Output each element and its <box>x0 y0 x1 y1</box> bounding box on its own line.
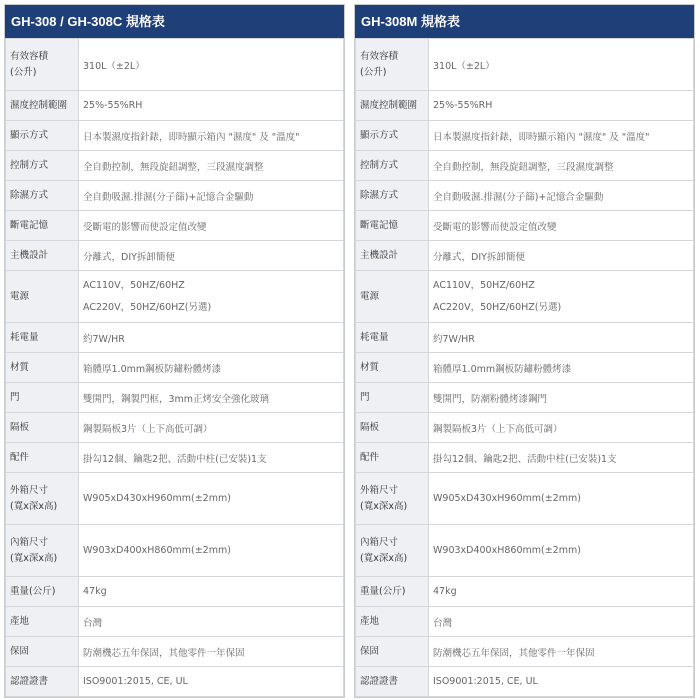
spec-value-line: 箱體厚1.0mm鋼板防鏽粉體烤漆 <box>83 363 222 375</box>
spec-label-line: (寬x深x高) <box>360 500 408 512</box>
spec-label-line: 電源 <box>360 290 380 302</box>
spec-value-line: 分離式，DIY拆卸簡便 <box>433 251 525 263</box>
spec-value <box>79 667 344 697</box>
spec-row <box>356 353 694 383</box>
spec-row <box>6 637 344 667</box>
spec-label <box>356 323 429 353</box>
spec-label-line: 門 <box>10 391 20 403</box>
spec-label-line: (寬x深x高) <box>10 500 58 512</box>
spec-value <box>79 607 344 637</box>
spec-value <box>79 323 344 353</box>
spec-value <box>79 211 344 241</box>
spec-value <box>429 323 694 353</box>
spec-label <box>356 525 429 577</box>
spec-label <box>6 211 79 241</box>
spec-label-line: 隔板 <box>360 421 380 433</box>
spec-value <box>429 181 694 211</box>
spec-value <box>79 271 344 323</box>
spec-label <box>356 473 429 525</box>
spec-value <box>79 443 344 473</box>
spec-value <box>79 181 344 211</box>
spec-row <box>356 181 694 211</box>
spec-label <box>356 211 429 241</box>
spec-label-line: 電源 <box>10 290 30 302</box>
spec-label <box>356 353 429 383</box>
spec-row <box>356 91 694 121</box>
spec-value-line: W903xD400xH860mm(±2mm) <box>83 545 231 556</box>
spec-row <box>6 271 344 323</box>
spec-row <box>356 443 694 473</box>
spec-value-line: ISO9001:2015, CE, UL <box>83 676 188 687</box>
spec-label-line: 耗電量 <box>10 331 39 343</box>
spec-value-line: ISO9001:2015, CE, UL <box>433 676 538 687</box>
spec-value <box>429 271 694 323</box>
spec-label <box>356 667 429 697</box>
spec-row <box>356 121 694 151</box>
spec-value <box>429 525 694 577</box>
spec-row <box>6 151 344 181</box>
spec-value-line: 分離式，DIY拆卸簡便 <box>83 251 175 263</box>
spec-label <box>6 383 79 413</box>
spec-label <box>6 667 79 697</box>
spec-label-line: 主機設計 <box>360 249 399 261</box>
spec-value-line: 47kg <box>433 586 457 597</box>
spec-value <box>429 607 694 637</box>
spec-value-line: W905xD430xH960mm(±2mm) <box>83 493 231 504</box>
spec-label <box>6 637 79 667</box>
spec-row <box>356 637 694 667</box>
spec-label <box>6 181 79 211</box>
spec-row <box>6 91 344 121</box>
spec-label-line: 材質 <box>360 361 380 373</box>
spec-label-line: 認證證書 <box>360 675 399 687</box>
spec-label <box>356 241 429 271</box>
spec-label <box>356 607 429 637</box>
spec-value-line: AC110V，50HZ/60HZ <box>83 279 185 291</box>
spec-label <box>356 637 429 667</box>
spec-value-line: 310L（±2L） <box>433 60 495 72</box>
spec-label <box>356 39 429 91</box>
spec-value-line: 日本製濕度指針錶，即時顯示箱內 "濕度" 及 "溫度" <box>433 131 650 143</box>
spec-label <box>6 525 79 577</box>
spec-label-line: 門 <box>360 391 370 403</box>
spec-value-line: 全自動吸濕.排濕(分子篩)+記憶合金驅動 <box>433 191 604 203</box>
spec-value <box>79 121 344 151</box>
spec-value-line: 全自動控制，無段旋鈕調整，三段濕度調整 <box>83 161 264 173</box>
spec-row <box>356 211 694 241</box>
spec-table <box>5 38 344 697</box>
spec-value <box>429 473 694 525</box>
spec-label-line: 重量(公斤) <box>10 585 56 597</box>
spec-label-line: 顯示方式 <box>10 129 49 141</box>
spec-label-line: 除濕方式 <box>360 189 399 201</box>
spec-value <box>429 151 694 181</box>
spec-label <box>6 353 79 383</box>
spec-row <box>6 121 344 151</box>
spec-label-line: 材質 <box>10 361 30 373</box>
spec-row <box>6 607 344 637</box>
spec-row <box>356 667 694 697</box>
spec-label-line: (寬x深x高) <box>360 552 408 564</box>
spec-label-line: 外箱尺寸 <box>360 484 399 496</box>
spec-value-line: 47kg <box>83 586 107 597</box>
spec-label-line: 內箱尺寸 <box>10 536 49 548</box>
spec-row <box>356 241 694 271</box>
spec-label <box>6 607 79 637</box>
spec-value-line: 全自動吸濕.排濕(分子篩)+記憶合金驅動 <box>83 191 254 203</box>
spec-label-line: 濕度控制範圍 <box>10 99 68 111</box>
spec-value-line: W905xD430xH960mm(±2mm) <box>433 493 581 504</box>
spec-value-line: 台灣 <box>433 617 453 629</box>
spec-label-line: (寬x深x高) <box>10 552 58 564</box>
spec-label <box>6 241 79 271</box>
spec-row <box>356 577 694 607</box>
spec-label <box>6 473 79 525</box>
spec-row <box>6 39 344 91</box>
spec-label-line: (公升) <box>360 66 387 78</box>
spec-label <box>356 577 429 607</box>
spec-label <box>6 413 79 443</box>
spec-value-line: AC220V，50HZ/60HZ(另選) <box>433 301 562 313</box>
spec-value-line: 掛勾12個、鑰匙2把、活動中柱(已安裝)1支 <box>83 453 267 465</box>
spec-label-line: 配件 <box>10 451 30 463</box>
spec-row <box>6 353 344 383</box>
spec-value <box>79 353 344 383</box>
spec-value <box>429 353 694 383</box>
spec-label-line: 外箱尺寸 <box>10 484 49 496</box>
spec-label <box>6 121 79 151</box>
spec-value-line: 約7W/HR <box>83 333 125 345</box>
spec-label-line: 保固 <box>10 645 30 657</box>
spec-label <box>356 151 429 181</box>
spec-label <box>6 323 79 353</box>
spec-value <box>79 525 344 577</box>
spec-label <box>356 271 429 323</box>
spec-value-line: AC220V，50HZ/60HZ(另選) <box>83 301 212 313</box>
spec-row <box>6 443 344 473</box>
spec-value-line: 日本製濕度指針錶，即時顯示箱內 "濕度" 及 "溫度" <box>83 131 300 143</box>
spec-panel-gh308-gh308c <box>4 4 345 698</box>
spec-row <box>6 577 344 607</box>
spec-row <box>356 323 694 353</box>
spec-value <box>79 241 344 271</box>
spec-row <box>6 241 344 271</box>
spec-label <box>6 151 79 181</box>
spec-label <box>356 443 429 473</box>
spec-label <box>6 443 79 473</box>
spec-label <box>6 91 79 121</box>
spec-value <box>79 39 344 91</box>
spec-value-line: 受斷電的影響而使設定值改變 <box>83 221 207 233</box>
spec-row <box>6 413 344 443</box>
spec-value <box>429 211 694 241</box>
spec-label <box>356 383 429 413</box>
spec-value-line: AC110V，50HZ/60HZ <box>433 279 535 291</box>
spec-value <box>79 383 344 413</box>
spec-label-line: 主機設計 <box>10 249 49 261</box>
spec-row <box>6 383 344 413</box>
spec-label-line: 配件 <box>360 451 380 463</box>
spec-value <box>79 637 344 667</box>
spec-label-line: 保固 <box>360 645 380 657</box>
panel-title: GH-308 / GH-308C 規格表 <box>5 5 344 38</box>
spec-value <box>79 577 344 607</box>
spec-value <box>429 121 694 151</box>
spec-panel-gh308m <box>354 4 695 698</box>
spec-label-line: 控制方式 <box>360 159 399 171</box>
spec-row <box>6 211 344 241</box>
spec-row <box>356 151 694 181</box>
spec-row <box>356 473 694 525</box>
spec-value-line: 25%-55%RH <box>433 100 493 111</box>
spec-label <box>6 271 79 323</box>
spec-value-line: 防潮機芯五年保固，其他零件一年保固 <box>83 647 245 659</box>
spec-label-line: 斷電記憶 <box>10 219 49 231</box>
spec-value <box>79 91 344 121</box>
spec-label-line: 控制方式 <box>10 159 49 171</box>
spec-value <box>429 91 694 121</box>
spec-label-line: 產地 <box>10 615 30 627</box>
spec-value-line: 台灣 <box>83 617 103 629</box>
spec-value-line: 鋼製隔板3片（上下高低可調） <box>433 423 563 435</box>
spec-label <box>6 39 79 91</box>
spec-value <box>79 413 344 443</box>
spec-value-line: 防潮機芯五年保固，其他零件一年保固 <box>433 647 595 659</box>
spec-row <box>356 383 694 413</box>
spec-row <box>356 413 694 443</box>
spec-value <box>429 383 694 413</box>
spec-row <box>6 181 344 211</box>
spec-value-line: 雙開門，防潮粉體烤漆鋼門 <box>433 393 548 405</box>
spec-label-line: 認證證書 <box>10 675 49 687</box>
spec-table <box>355 38 694 697</box>
spec-label-line: 有效容積 <box>360 50 399 62</box>
spec-label <box>356 413 429 443</box>
spec-label-line: 濕度控制範圍 <box>360 99 418 111</box>
spec-row <box>6 323 344 353</box>
spec-value-line: W903xD400xH860mm(±2mm) <box>433 545 581 556</box>
spec-label-line: 耗電量 <box>360 331 389 343</box>
spec-row <box>6 667 344 697</box>
spec-label <box>356 91 429 121</box>
spec-row <box>356 525 694 577</box>
spec-value-line: 雙開門，鋼製門框，3mm正烤安全強化玻璃 <box>83 393 270 405</box>
spec-value <box>429 577 694 607</box>
spec-label-line: 斷電記憶 <box>360 219 399 231</box>
spec-value-line: 受斷電的影響而使設定值改變 <box>433 221 557 233</box>
spec-label-line: (公升) <box>10 66 37 78</box>
spec-value <box>79 473 344 525</box>
spec-label-line: 有效容積 <box>10 50 49 62</box>
spec-label-line: 顯示方式 <box>360 129 399 141</box>
spec-label <box>356 181 429 211</box>
spec-label-line: 產地 <box>360 615 380 627</box>
spec-value-line: 箱體厚1.0mm鋼板防鏽粉體烤漆 <box>433 363 572 375</box>
spec-row <box>356 607 694 637</box>
spec-value-line: 掛勾12個、鑰匙2把、活動中柱(已安裝)1支 <box>433 453 617 465</box>
spec-value-line: 全自動控制，無段旋鈕調整，三段濕度調整 <box>433 161 614 173</box>
spec-row <box>356 39 694 91</box>
panel-title: GH-308M 規格表 <box>355 5 694 38</box>
spec-value <box>429 241 694 271</box>
spec-label <box>6 577 79 607</box>
spec-value <box>429 413 694 443</box>
spec-label-line: 重量(公斤) <box>360 585 406 597</box>
spec-value <box>79 151 344 181</box>
spec-value <box>429 443 694 473</box>
spec-label-line: 隔板 <box>10 421 30 433</box>
spec-row <box>6 525 344 577</box>
spec-value-line: 鋼製隔板3片（上下高低可調） <box>83 423 213 435</box>
spec-value-line: 25%-55%RH <box>83 100 143 111</box>
spec-row <box>6 473 344 525</box>
spec-row <box>356 271 694 323</box>
spec-value-line: 約7W/HR <box>433 333 475 345</box>
spec-label-line: 內箱尺寸 <box>360 536 399 548</box>
spec-value-line: 310L（±2L） <box>83 60 145 72</box>
spec-value <box>429 667 694 697</box>
spec-label-line: 除濕方式 <box>10 189 49 201</box>
spec-value <box>429 39 694 91</box>
spec-value <box>429 637 694 667</box>
spec-label <box>356 121 429 151</box>
